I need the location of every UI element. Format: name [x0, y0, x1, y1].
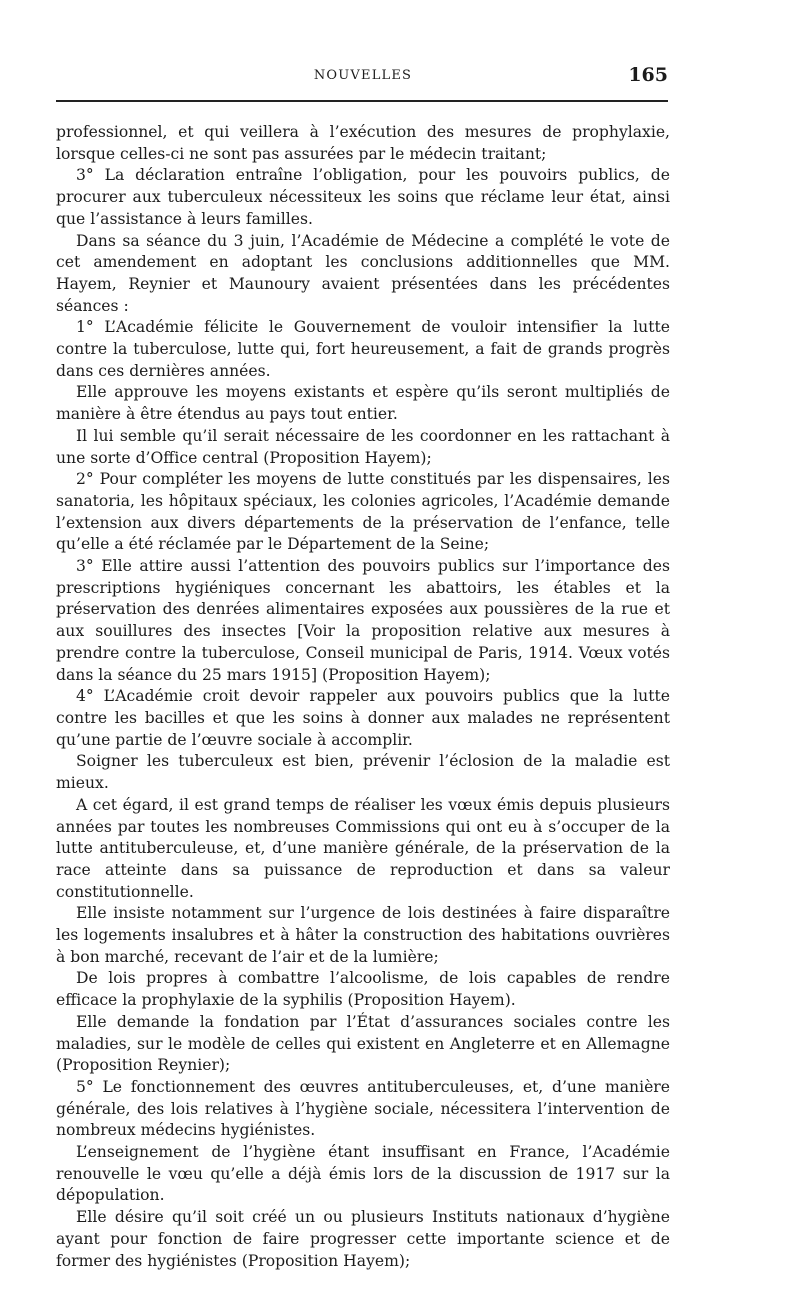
- paragraph: professionnel, et qui veillera à l’exécution des mesures de prophylaxie, lorsque celles-ci ne sont pas assurées par le médecin traitant;: [56, 123, 670, 163]
- paragraph: 5° Le fonctionnement des œuvres antituberculeuses, et, d’une manière générale, des lois relatives à l’hygiène sociale, nécessitera l’intervention de nombreux médecins hygiénistes.: [56, 1077, 670, 1140]
- body-text: [56, 122, 670, 1272]
- paragraph: L’enseignement de l’hygiène étant insuffisant en France, l’Académie renouvelle le vœu qu’elle a déjà émis lors de la discussion de 1917 sur la dépopulation.: [56, 1143, 670, 1205]
- paragraph: 3° Elle attire aussi l’attention des pouvoirs publics sur l’importance des prescriptions hygiéniques concernant les abattoirs, les étables et la préservation des denrées alimentaires exposées aux poussières de la rue et aux souillures des insectes [Voir la proposition relative aux mesures à prendre contre la tuberculose, Conseil municipal de Paris, 1914. Vœux votés dans la séance du 25 mars 1915] (Proposition Hayem);: [56, 557, 670, 684]
- running-title: NOUVELLES: [313, 68, 413, 83]
- paragraph: Elle demande la fondation par l’État d’assurances sociales contre les maladies, sur le modèle de celles qui existent en Angleterre et en Allemagne (Proposition Reynier);: [56, 1012, 670, 1075]
- paragraph: Elle approuve les moyens existants et espère qu’ils seront multipliés de manière à être étendus au pays tout entier.: [56, 383, 670, 424]
- paragraph: Dans sa séance du 3 juin, l’Académie de Médecine a complété le vote de cet amendement en adoptant les conclusions additionnelles que MM. Hayem, Reynier et Maunoury avaient présentées dans les précédentes séances :: [56, 231, 670, 315]
- paragraph: Il lui semble qu’il serait nécessaire de les coordonner en les rattachant à une sorte d’Office central (Proposition Hayem);: [56, 426, 670, 467]
- header-rule: [56, 100, 668, 102]
- paragraph: Soigner les tuberculeux est bien, prévenir l’éclosion de la maladie est mieux.: [56, 752, 670, 793]
- page-header: [56, 64, 670, 94]
- paragraph: 3° La déclaration entraîne l’obligation, pour les pouvoirs publics, de procurer aux tuberculeux nécessiteux les soins que réclame leur état, ainsi que l’assistance à leurs familles.: [56, 166, 670, 228]
- paragraph: De lois propres à combattre l’alcoolisme, de lois capables de rendre efficace la prophylaxie de la syphilis (Proposition Hayem).: [56, 969, 670, 1010]
- paragraph: 4° L’Académie croit devoir rappeler aux pouvoirs publics que la lutte contre les bacilles et que les soins à donner aux malades ne représentent qu’une partie de l’œuvre sociale à accomplir.: [56, 687, 670, 749]
- paragraph: 1° L’Académie félicite le Gouvernement de vouloir intensifier la lutte contre la tuberculose, lutte qui, fort heureusement, a fait de grands progrès dans ces dernières années.: [56, 318, 670, 380]
- paragraph: A cet égard, il est grand temps de réaliser les vœux émis depuis plusieurs années par toutes les nombreuses Commissions qui ont eu à s’occuper de la lutte antituberculeuse, et, d’une manière générale, de la préservation de la race atteinte dans sa puissance de reproduction et dans sa valeur constitutionnelle.: [56, 795, 670, 901]
- paragraph: 2° Pour compléter les moyens de lutte constitués par les dispensaires, les sanatoria, les hôpitaux spéciaux, les colonies agricoles, l’Académie demande l’extension aux divers départements de la préservation de l’enfance, telle qu’elle a été réclamée par le Département de la Seine;: [56, 470, 670, 554]
- page-number: 165: [628, 64, 668, 86]
- paragraph: Elle insiste notamment sur l’urgence de lois destinées à faire disparaître les logements insalubres et à hâter la construction des habitations ouvrières à bon marché, recevant de l’air et de la lumière;: [56, 904, 670, 966]
- paragraph: Elle désire qu’il soit créé un ou plusieurs Instituts nationaux d’hygiène ayant pour fonction de faire progresser cette importante science et de former des hygiénistes (Proposition Hayem);: [56, 1208, 670, 1270]
